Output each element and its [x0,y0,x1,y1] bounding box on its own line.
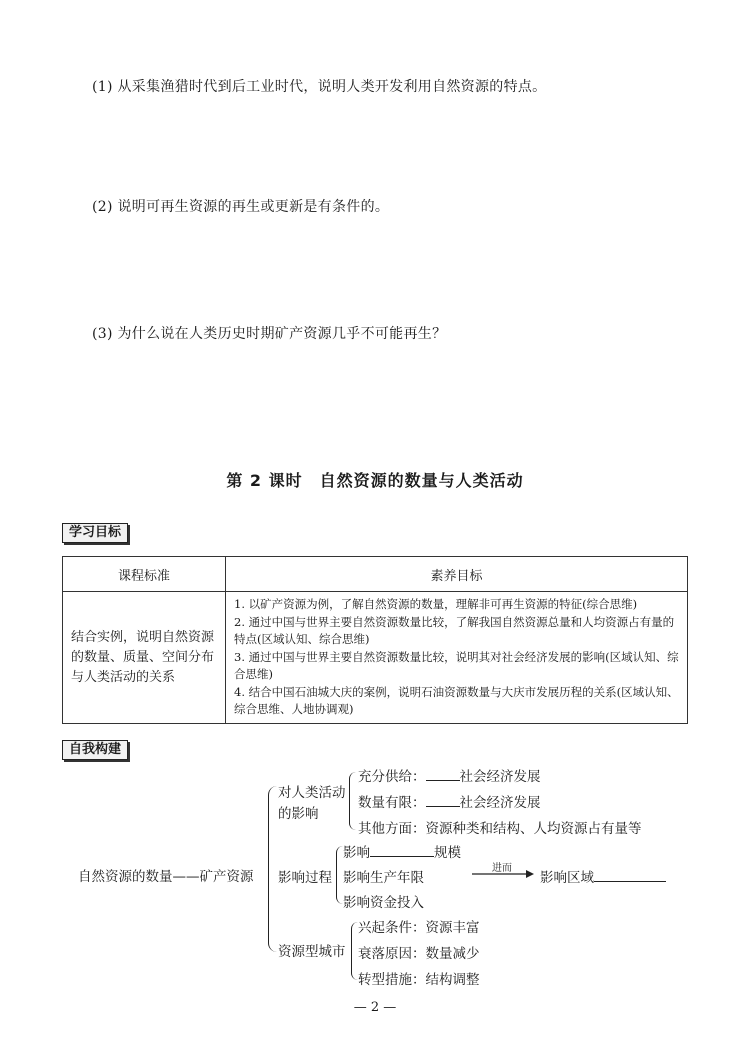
branch1-brace [349,772,356,830]
header-standard: 课程标准 [63,557,226,592]
branch2-result: 影响区域 [540,866,666,886]
branch2-brace [336,846,343,904]
branch2-item-3: 影响资金投入 [343,895,424,911]
goal-list [226,592,688,724]
branch3-brace [351,922,358,980]
main-brace [268,786,277,952]
branch1-title-line2: 的影响 [278,806,319,822]
goal-item: 2. 通过中国与世界主要自然资源数量比较，了解我国自然资源总量和人均资源占有量的特点(区域认知、综合思维) [234,614,675,646]
arrow-label: 进而 [492,863,512,874]
branch3-item-2: 衰落原因：数量减少 [358,946,480,962]
question-3: (3) 为什么说在人类历史时期矿产资源几乎不可能再生？ [92,326,447,342]
branch2-title: 影响过程 [278,870,332,886]
mindmap-root: 自然资源的数量——矿产资源 [78,869,254,885]
goal-item: 3. 通过中国与世界主要自然资源数量比较，说明其对社会经济发展的影响(区域认知、综合思维) [234,649,679,681]
question-1: (1) 从采集渔猎时代到后工业时代，说明人类开发利用自然资源的特点。 [92,79,547,95]
curriculum-standard: 结合实例，说明自然资源的数量、质量、空间分布与人类活动的关系 [63,592,226,724]
branch1-title-line1: 对人类活动 [278,785,346,801]
goal-item: 4. 结合中国石油城大庆的案例，说明石油资源数量与大庆市发展历程的关系(区域认知、综合思维、人地协调观) [234,684,679,716]
branch1-item-1: 充分供给： 社会经济发展 [358,765,541,785]
branch1-item-3: 其他方面：资源种类和结构、人均资源占有量等 [358,821,642,837]
goal-item: 1. 以矿产资源为例，了解自然资源的数量，理解非可再生资源的特征(综合思维) [234,597,638,611]
branch2-item-1: 影响 规模 [343,841,461,861]
section-learning-goals: 学习目标 [62,523,128,543]
goals-table [62,556,688,724]
section-self-build: 自我构建 [62,740,128,760]
lesson-title: 第 2 课时 自然资源的数量与人类活动 [226,471,524,490]
question-2: (2) 说明可再生资源的再生或更新是有条件的。 [92,199,390,215]
arrow-icon [472,868,534,880]
page-number: — 2 — [353,1000,397,1015]
header-goal: 素养目标 [226,557,688,592]
branch2-item-2: 影响生产年限 [343,870,424,886]
branch3-item-3: 转型措施：结构调整 [358,972,480,988]
branch1-item-2: 数量有限： 社会经济发展 [358,791,541,811]
branch3-item-1: 兴起条件：资源丰富 [358,920,480,936]
branch3-title: 资源型城市 [278,944,346,960]
